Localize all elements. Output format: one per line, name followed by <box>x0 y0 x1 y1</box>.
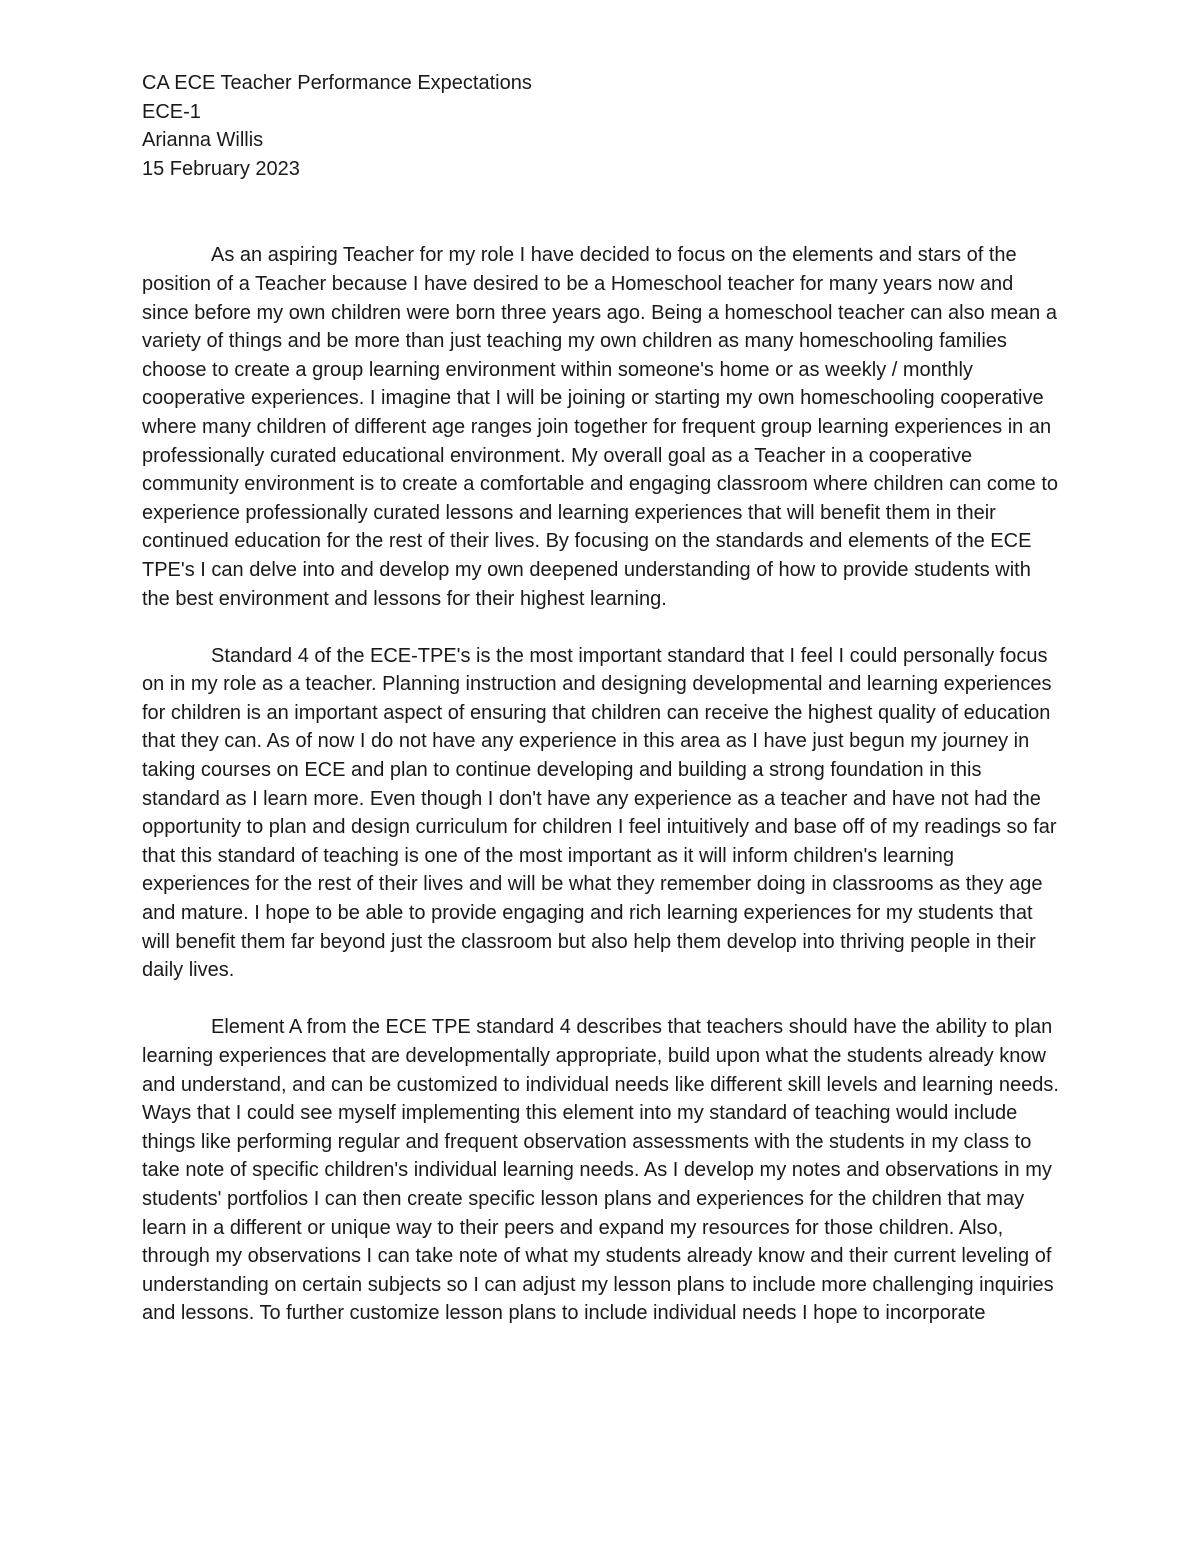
document-body <box>142 69 1060 1328</box>
author-name: Arianna Willis <box>142 129 264 152</box>
paragraph-introduction: As an aspiring Teacher for my role I have decided to focus on the elements and stars of the position of a Teacher because I have desired to be a Homeschool teacher for many years now and since before my own children were born three years ago. Being a homeschool teacher can also mean a variety of things and be more than just teaching my own children as many homeschooling families choose to create a group learning environment within someone's home or as weekly / monthly cooperative experiences. I imagine that I will be joining or starting my own homeschooling cooperative where many children of different age ranges join together for frequent group learning experiences in an professionally curated educational environment. My overall goal as a Teacher in a cooperative community environment is to create a comfortable and engaging classroom where children can come to experience professionally curated lessons and learning experiences that will benefit them in their continued education for the rest of their lives. By focusing on the standards and elements of the ECE TPE's I can delve into and develop my own deepened understanding of how to provide students with the best environment and lessons for their highest learning. <box>142 244 1059 610</box>
paragraph-standard-4: Standard 4 of the ECE-TPE's is the most important standard that I feel I could personally focus on in my role as a teacher. Planning instruction and designing developmental and learning experiences for children is an important aspect of ensuring that children can receive the highest quality of education that they can. As of now I do not have any experience in this area as I have just begun my journey in taking courses on ECE and plan to continue developing and building a strong foundation in this standard as I learn more. Even though I don't have any experience as a teacher and have not had the opportunity to plan and design curriculum for children I feel intuitively and base off of my readings so far that this standard of teaching is one of the most important as it will inform children's learning experiences for the rest of their lives and will be what they remember doing in classrooms as they age and mature. I hope to be able to provide engaging and rich learning experiences for my students that will benefit them far beyond just the classroom but also help them develop into thriving people in their daily lives. <box>142 644 1057 982</box>
document-header <box>142 69 1060 183</box>
document-date: 15 February 2023 <box>142 157 300 180</box>
course-code: ECE-1 <box>142 100 201 123</box>
document-title: CA ECE Teacher Performance Expectations <box>142 72 532 94</box>
paragraph-element-a: Element A from the ECE TPE standard 4 describes that teachers should have the ability to plan learning experiences that are developmentally appropriate, build upon what the students already know and understand, and can be customized to individual needs like different skill levels and learning needs. Ways that I could see myself implementing this element into my standard of teaching would include things like performing regular and frequent observation assessments with the students in my class to take note of specific children's individual learning needs. As I develop my notes and observations in my students' portfolios I can then create specific lesson plans and experiences for the children that may learn in a different or unique way to their peers and expand my resources for those children. Also, through my observations I can take note of what my students already know and their current leveling of understanding on certain subjects so I can adjust my lesson plans to include more challenging inquiries and lessons. To further customize lesson plans to include individual needs I hope to incorporate <box>142 1016 1059 1325</box>
